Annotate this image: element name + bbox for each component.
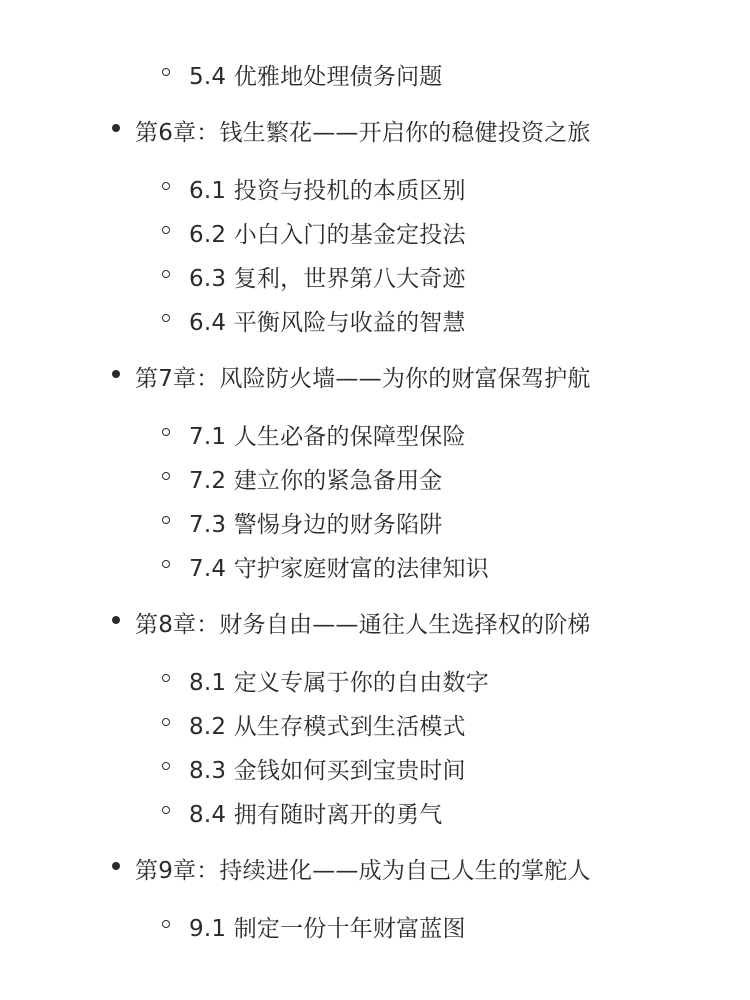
circle-bullet-icon	[162, 314, 170, 322]
circle-bullet-icon	[162, 762, 170, 770]
section-title: 5.4 优雅地处理债务问题	[189, 64, 443, 90]
disc-bullet-icon	[112, 616, 120, 624]
section-title: 7.3 警惕身边的财务陷阱	[189, 512, 443, 538]
circle-bullet-icon	[162, 718, 170, 726]
section-title: 6.1 投资与投机的本质区别	[189, 178, 466, 204]
circle-bullet-icon	[162, 516, 170, 524]
disc-bullet-icon	[112, 370, 120, 378]
circle-bullet-icon	[162, 472, 170, 480]
circle-bullet-icon	[162, 560, 170, 568]
circle-bullet-icon	[162, 920, 170, 928]
section-title: 8.4 拥有随时离开的勇气	[189, 802, 443, 828]
disc-bullet-icon	[112, 124, 120, 132]
chapter-title: 第8章：财务自由——通往人生选择权的阶梯	[135, 612, 591, 638]
chapter-title: 第9章：持续进化——成为自己人生的掌舵人	[135, 858, 591, 884]
section-title: 6.2 小白入门的基金定投法	[189, 222, 466, 248]
chapter-title: 第7章：风险防火墙——为你的财富保驾护航	[135, 366, 591, 392]
circle-bullet-icon	[162, 806, 170, 814]
section-title: 6.4 平衡风险与收益的智慧	[189, 310, 466, 336]
circle-bullet-icon	[162, 270, 170, 278]
section-title: 9.1 制定一份十年财富蓝图	[189, 916, 466, 942]
disc-bullet-icon	[112, 862, 120, 870]
section-title: 7.2 建立你的紧急备用金	[189, 468, 443, 494]
section-title: 8.1 定义专属于你的自由数字	[189, 670, 489, 696]
section-title: 7.4 守护家庭财富的法律知识	[189, 556, 489, 582]
circle-bullet-icon	[162, 428, 170, 436]
section-title: 6.3 复利，世界第八大奇迹	[189, 266, 466, 292]
section-title: 7.1 人生必备的保障型保险	[189, 424, 466, 450]
circle-bullet-icon	[162, 182, 170, 190]
section-title: 8.2 从生存模式到生活模式	[189, 714, 466, 740]
circle-bullet-icon	[162, 226, 170, 234]
section-title: 8.3 金钱如何买到宝贵时间	[189, 758, 466, 784]
circle-bullet-icon	[162, 68, 170, 76]
chapter-title: 第6章：钱生繁花——开启你的稳健投资之旅	[135, 120, 591, 146]
circle-bullet-icon	[162, 674, 170, 682]
